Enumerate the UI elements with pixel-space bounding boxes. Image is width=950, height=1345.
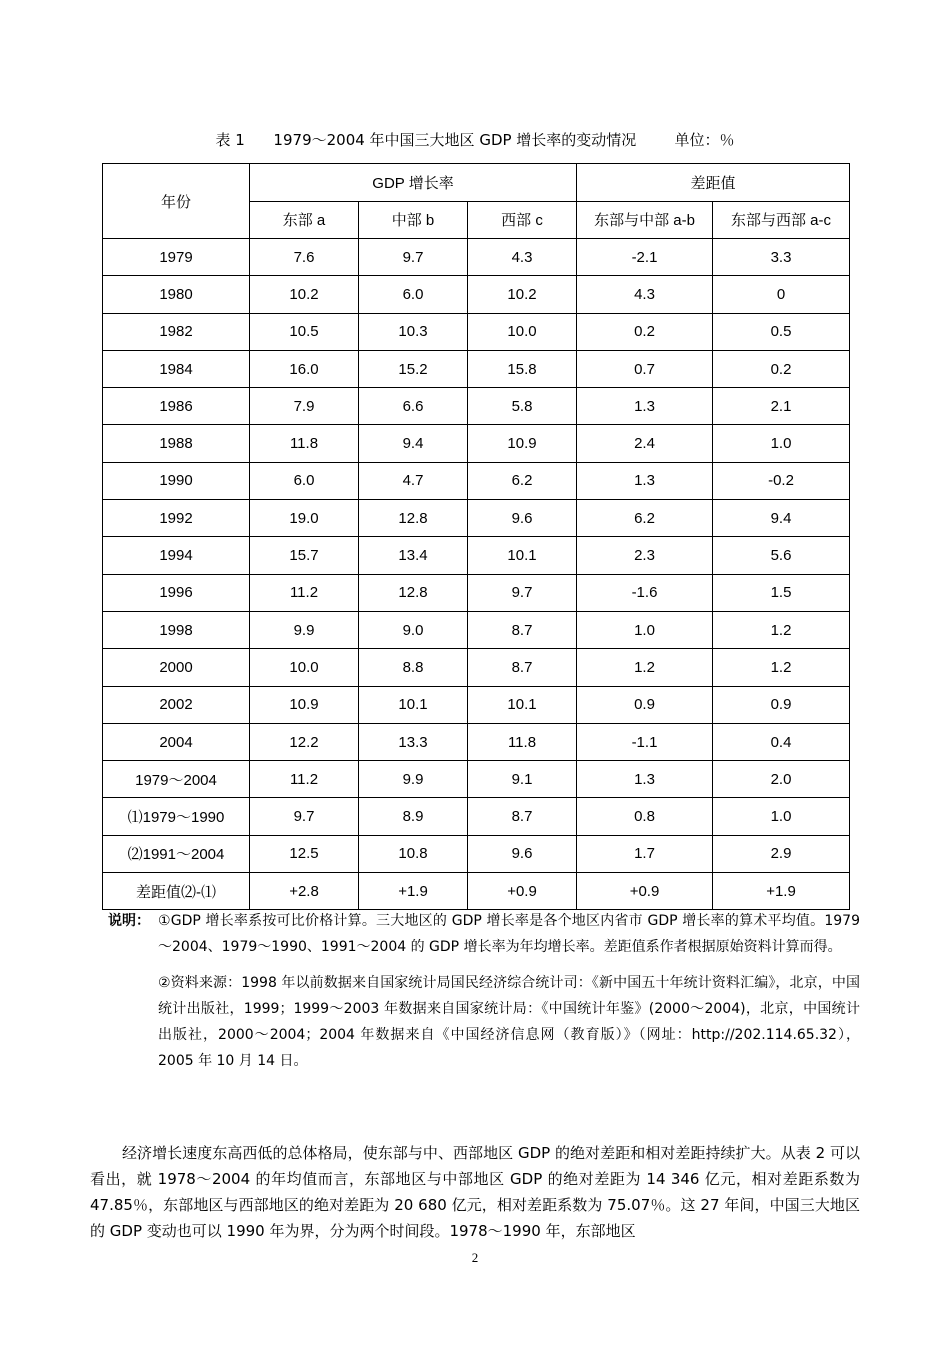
table-row bbox=[103, 611, 850, 648]
table-row bbox=[103, 686, 850, 723]
note-1: ①GDP 增长率系按可比价格计算。三大地区的 GDP 增长率是各个地区内省市 GDP 增长率的算术平均值。1979～2004、1979～1990、1991～2004 的 GDP 增长率为年均增长率。差距值系作者根据原始资料计算而得。 bbox=[158, 913, 860, 955]
cell-year: 1996 bbox=[103, 574, 250, 611]
cell-east-central: 6.2 bbox=[577, 500, 713, 537]
cell-west: 9.6 bbox=[468, 835, 577, 872]
table-row bbox=[103, 574, 850, 611]
cell-west: 9.7 bbox=[468, 574, 577, 611]
cell-east-west: 0.4 bbox=[713, 723, 850, 760]
cell-year: 1979～2004 bbox=[103, 761, 250, 798]
note-2: ②资料来源：1998 年以前数据来自国家统计局国民经济综合统计司：《新中国五十年统计资料汇编》，北京，中国统计出版社，1999；1999～2003 年数据来自国家统计局：《中国统计年鉴》(2000～2004)，北京，中国统计出版社，2000～2004；2004 年数据来自《中国经济信息网（教育版）》（网址：http://202.114.65.32），2005 年 10 月 14 日。 bbox=[158, 975, 860, 1069]
cell-east-central: 2.4 bbox=[577, 425, 713, 462]
cell-west: 9.6 bbox=[468, 500, 577, 537]
cell-east: 7.9 bbox=[250, 388, 359, 425]
cell-east: 9.7 bbox=[250, 798, 359, 835]
cell-east-west: 2.0 bbox=[713, 761, 850, 798]
header-row bbox=[103, 164, 850, 202]
cell-year: 1992 bbox=[103, 500, 250, 537]
cell-east: 11.8 bbox=[250, 425, 359, 462]
cell-year: 差距值⑵-⑴ bbox=[103, 873, 250, 910]
cell-east-west: 0.5 bbox=[713, 313, 850, 350]
cell-west: 4.3 bbox=[468, 239, 577, 276]
cell-east-west: 3.3 bbox=[713, 239, 850, 276]
table-row bbox=[103, 276, 850, 313]
cell-west: 6.2 bbox=[468, 462, 577, 499]
cell-central: 13.3 bbox=[359, 723, 468, 760]
table-row bbox=[103, 388, 850, 425]
cell-year: 2000 bbox=[103, 649, 250, 686]
cell-central: 12.8 bbox=[359, 500, 468, 537]
cell-east-central: 1.2 bbox=[577, 649, 713, 686]
cell-east: 6.0 bbox=[250, 462, 359, 499]
table-row bbox=[103, 873, 850, 910]
header-central: 中部 b bbox=[359, 201, 468, 239]
cell-central: 10.8 bbox=[359, 835, 468, 872]
cell-east-west: 1.5 bbox=[713, 574, 850, 611]
table-row bbox=[103, 462, 850, 499]
cell-east-central: 1.7 bbox=[577, 835, 713, 872]
cell-east: 9.9 bbox=[250, 611, 359, 648]
table-row bbox=[103, 835, 850, 872]
cell-year: 1990 bbox=[103, 462, 250, 499]
header-west: 西部 c bbox=[468, 201, 577, 239]
cell-east-central: 0.2 bbox=[577, 313, 713, 350]
table-row bbox=[103, 425, 850, 462]
cell-central: 6.0 bbox=[359, 276, 468, 313]
cell-west: 8.7 bbox=[468, 611, 577, 648]
cell-east-central: 1.0 bbox=[577, 611, 713, 648]
cell-east-central: 0.7 bbox=[577, 350, 713, 387]
cell-east-central: -1.1 bbox=[577, 723, 713, 760]
table-row bbox=[103, 537, 850, 574]
cell-year: 1994 bbox=[103, 537, 250, 574]
cell-east-west: -0.2 bbox=[713, 462, 850, 499]
cell-east-west: 1.2 bbox=[713, 649, 850, 686]
cell-central: 8.8 bbox=[359, 649, 468, 686]
cell-east: 11.2 bbox=[250, 761, 359, 798]
cell-east: 7.6 bbox=[250, 239, 359, 276]
cell-year: 1979 bbox=[103, 239, 250, 276]
table-row bbox=[103, 649, 850, 686]
cell-central: 10.3 bbox=[359, 313, 468, 350]
cell-east-central: 1.3 bbox=[577, 388, 713, 425]
cell-year: 1982 bbox=[103, 313, 250, 350]
cell-east: 10.9 bbox=[250, 686, 359, 723]
cell-central: 9.9 bbox=[359, 761, 468, 798]
cell-east: 11.2 bbox=[250, 574, 359, 611]
cell-west: 11.8 bbox=[468, 723, 577, 760]
cell-central: 9.4 bbox=[359, 425, 468, 462]
gdp-growth-table bbox=[102, 163, 850, 910]
table-row bbox=[103, 313, 850, 350]
table-row bbox=[103, 350, 850, 387]
cell-east-west: 2.1 bbox=[713, 388, 850, 425]
table-row bbox=[103, 723, 850, 760]
body-paragraph: 经济增长速度东高西低的总体格局，使东部与中、西部地区 GDP 的绝对差距和相对差距持续扩大。从表 2 可以看出，就 1978～2004 的年均值而言，东部地区与中部地区 GDP 的绝对差距为 14 346 亿元，相对差距系数为 47.85％，东部地区与西部地区的绝对差距为 20 680 亿元，相对差距系数为 75.07％。这 27 年间，中国三大地区的 GDP 变动也可以 1990 年为界，分为两个时间段。1978～1990 年，东部地区 bbox=[90, 1144, 860, 1240]
cell-west: 10.1 bbox=[468, 686, 577, 723]
cell-west: +0.9 bbox=[468, 873, 577, 910]
table-row bbox=[103, 500, 850, 537]
cell-central: 9.7 bbox=[359, 239, 468, 276]
cell-west: 9.1 bbox=[468, 761, 577, 798]
table-row bbox=[103, 798, 850, 835]
header-east: 东部 a bbox=[250, 201, 359, 239]
header-east-central: 东部与中部 a-b bbox=[577, 201, 713, 239]
cell-east: 12.2 bbox=[250, 723, 359, 760]
cell-west: 10.1 bbox=[468, 537, 577, 574]
cell-west: 8.7 bbox=[468, 798, 577, 835]
cell-east-west: 0 bbox=[713, 276, 850, 313]
cell-east-west: 1.0 bbox=[713, 425, 850, 462]
cell-east-central: 2.3 bbox=[577, 537, 713, 574]
cell-east-central: +0.9 bbox=[577, 873, 713, 910]
cell-year: 1998 bbox=[103, 611, 250, 648]
notes bbox=[108, 908, 860, 1074]
cell-east: 19.0 bbox=[250, 500, 359, 537]
table-caption: 表 1 1979～2004 年中国三大地区 GDP 增长率的变动情况 单位：％ bbox=[215, 131, 735, 149]
cell-east-west: 0.2 bbox=[713, 350, 850, 387]
header-year: 年份 bbox=[103, 164, 250, 239]
cell-year: 1984 bbox=[103, 350, 250, 387]
page-number: 2 bbox=[471, 1250, 479, 1265]
table-row bbox=[103, 761, 850, 798]
cell-east-central: 1.3 bbox=[577, 761, 713, 798]
cell-central: 13.4 bbox=[359, 537, 468, 574]
header-diff-group: 差距值 bbox=[577, 164, 850, 202]
cell-west: 15.8 bbox=[468, 350, 577, 387]
cell-east: 10.0 bbox=[250, 649, 359, 686]
cell-central: +1.9 bbox=[359, 873, 468, 910]
header-gdp-group: GDP 增长率 bbox=[250, 164, 577, 202]
cell-west: 10.0 bbox=[468, 313, 577, 350]
cell-central: 10.1 bbox=[359, 686, 468, 723]
cell-east-central: 0.8 bbox=[577, 798, 713, 835]
cell-year: 2004 bbox=[103, 723, 250, 760]
cell-east: 16.0 bbox=[250, 350, 359, 387]
header-east-west: 东部与西部 a-c bbox=[713, 201, 850, 239]
cell-east-west: 1.2 bbox=[713, 611, 850, 648]
cell-west: 10.9 bbox=[468, 425, 577, 462]
cell-west: 10.2 bbox=[468, 276, 577, 313]
cell-east-west: 2.9 bbox=[713, 835, 850, 872]
cell-west: 5.8 bbox=[468, 388, 577, 425]
cell-year: 1988 bbox=[103, 425, 250, 462]
cell-central: 8.9 bbox=[359, 798, 468, 835]
cell-east: 15.7 bbox=[250, 537, 359, 574]
cell-east-central: -2.1 bbox=[577, 239, 713, 276]
cell-central: 12.8 bbox=[359, 574, 468, 611]
notes-label: 说明： bbox=[108, 913, 150, 929]
cell-east-central: 4.3 bbox=[577, 276, 713, 313]
cell-east: 10.5 bbox=[250, 313, 359, 350]
cell-east-central: 1.3 bbox=[577, 462, 713, 499]
cell-year: 1986 bbox=[103, 388, 250, 425]
cell-east: +2.8 bbox=[250, 873, 359, 910]
cell-east-west: 1.0 bbox=[713, 798, 850, 835]
cell-east-west: +1.9 bbox=[713, 873, 850, 910]
cell-east: 12.5 bbox=[250, 835, 359, 872]
cell-east-west: 5.6 bbox=[713, 537, 850, 574]
cell-central: 6.6 bbox=[359, 388, 468, 425]
cell-year: 1980 bbox=[103, 276, 250, 313]
cell-year: ⑵1991～2004 bbox=[103, 835, 250, 872]
cell-east-central: -1.6 bbox=[577, 574, 713, 611]
cell-year: ⑴1979～1990 bbox=[103, 798, 250, 835]
cell-east-central: 0.9 bbox=[577, 686, 713, 723]
cell-central: 4.7 bbox=[359, 462, 468, 499]
cell-central: 9.0 bbox=[359, 611, 468, 648]
cell-east-west: 0.9 bbox=[713, 686, 850, 723]
cell-central: 15.2 bbox=[359, 350, 468, 387]
cell-east: 10.2 bbox=[250, 276, 359, 313]
cell-west: 8.7 bbox=[468, 649, 577, 686]
cell-year: 2002 bbox=[103, 686, 250, 723]
cell-east-west: 9.4 bbox=[713, 500, 850, 537]
table-row bbox=[103, 239, 850, 276]
